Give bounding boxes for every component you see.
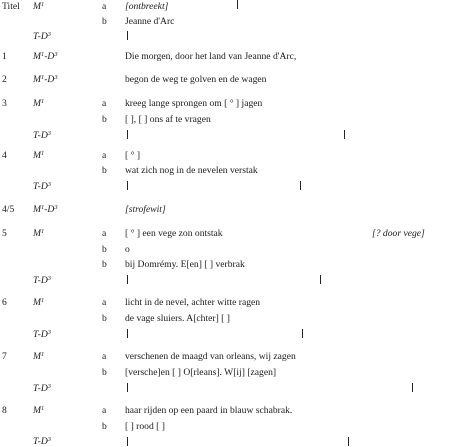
sigla-superscript: 1 <box>41 51 45 58</box>
sigla-superscript: 1 <box>41 98 45 105</box>
line-number: 5 <box>2 228 7 239</box>
variant-text: [ ° ] een vege zon ontstak <box>125 228 223 239</box>
witness-sigla <box>33 99 44 109</box>
witness-sigla <box>33 75 58 85</box>
sigla-letter: T-D <box>33 31 48 42</box>
editorial-note: [? door vege] <box>372 228 425 239</box>
sigla-superscript: 3 <box>54 51 58 58</box>
sigla-superscript: 1 <box>41 74 45 81</box>
variant-marker: a <box>102 297 107 308</box>
sigla-letter: M <box>33 98 41 109</box>
variant-text: o <box>125 244 130 255</box>
alignment-bar <box>300 181 301 190</box>
witness-sigla <box>33 182 51 192</box>
alignment-bar <box>127 275 128 284</box>
sigla-superscript: 3 <box>54 204 58 211</box>
variant-text: de vage sluiers. A[chter] [ ] <box>125 313 230 324</box>
sigla-letter: -D <box>44 204 55 215</box>
sigla-superscript: 1 <box>41 1 45 8</box>
variant-text: haar rijden op een paard in blauw schabrak. <box>125 405 293 416</box>
variant-marker: b <box>102 367 107 378</box>
sigla-superscript: 3 <box>54 74 58 81</box>
sigla-letter: M <box>33 204 41 215</box>
line-number: 1 <box>2 51 7 62</box>
witness-sigla <box>33 52 58 62</box>
variant-text: [versche]en [ ] O[rleans]. W[ij] [zagen] <box>125 367 277 378</box>
witness-sigla <box>33 384 51 394</box>
alignment-bar <box>302 329 303 338</box>
sigla-letter: T-D <box>33 383 48 394</box>
variant-marker: b <box>102 313 107 324</box>
variant-marker: b <box>102 259 107 270</box>
witness-sigla <box>33 352 44 362</box>
sigla-superscript: 3 <box>47 31 51 38</box>
sigla-letter: T-D <box>33 181 48 192</box>
sigla-letter: M <box>33 74 41 85</box>
witness-sigla <box>33 276 51 286</box>
witness-sigla <box>33 151 44 161</box>
alignment-bar <box>412 383 413 392</box>
variant-marker: a <box>102 150 107 161</box>
variant-text: [strofewit] <box>125 204 166 215</box>
variant-marker: a <box>102 228 107 239</box>
line-number: 8 <box>2 405 7 416</box>
sigla-superscript: 3 <box>47 383 51 390</box>
alignment-bar <box>127 383 128 392</box>
witness-sigla <box>33 406 44 416</box>
line-number: 2 <box>2 74 7 85</box>
variant-text: Die morgen, door het land van Jeanne d'Arc, <box>125 51 297 62</box>
variant-marker: a <box>102 405 107 416</box>
variant-text: [ ], [ ] ons af te vragen <box>125 114 211 125</box>
alignment-bar <box>127 437 128 446</box>
sigla-letter: M <box>33 51 41 62</box>
variant-marker: b <box>102 244 107 255</box>
sigla-letter: -D <box>44 51 55 62</box>
sigla-superscript: 1 <box>41 204 45 211</box>
sigla-letter: T-D <box>33 275 48 286</box>
sigla-letter: T-D <box>33 329 48 340</box>
sigla-superscript: 3 <box>47 436 51 443</box>
sigla-superscript: 1 <box>41 351 45 358</box>
variant-marker: a <box>102 351 107 362</box>
sigla-superscript: 1 <box>41 405 45 412</box>
sigla-letter: M <box>33 150 41 161</box>
sigla-superscript: 1 <box>41 297 45 304</box>
variant-text: bij Domrémy. E[en] [ ] verbrak <box>125 259 245 270</box>
line-number: 3 <box>2 98 7 109</box>
alignment-bar <box>348 437 349 446</box>
witness-sigla <box>33 330 51 340</box>
variant-text: kreeg lange sprongen om [ ° ] jagen <box>125 98 263 109</box>
variant-marker: a <box>102 1 107 12</box>
line-number: 6 <box>2 297 7 308</box>
sigla-letter: -D <box>44 74 55 85</box>
sigla-letter: T-D <box>33 130 48 141</box>
witness-sigla <box>33 298 44 308</box>
sigla-superscript: 1 <box>41 150 45 157</box>
variant-marker: b <box>102 421 107 432</box>
alignment-bar <box>127 181 128 190</box>
line-number: 4/5 <box>2 204 15 215</box>
sigla-letter: T-D <box>33 436 48 447</box>
line-number: 7 <box>2 351 7 362</box>
sigla-letter: M <box>33 228 41 239</box>
alignment-bar <box>127 130 128 139</box>
sigla-letter: M <box>33 351 41 362</box>
sigla-superscript: 3 <box>47 329 51 336</box>
line-number: 4 <box>2 150 7 161</box>
alignment-bar <box>127 329 128 338</box>
variant-marker: b <box>102 114 107 125</box>
witness-sigla <box>33 32 51 42</box>
alignment-bar <box>344 130 345 139</box>
variant-text: [ ] rood [ ] <box>125 421 165 432</box>
witness-sigla <box>33 205 58 215</box>
sigla-superscript: 1 <box>41 228 45 235</box>
variant-text: verschenen de maagd van orleans, wij zagen <box>125 351 296 362</box>
witness-sigla <box>33 229 44 239</box>
line-number: Titel <box>2 1 20 12</box>
witness-sigla <box>33 437 51 447</box>
variant-marker: b <box>102 165 107 176</box>
variant-marker: a <box>102 98 107 109</box>
sigla-superscript: 3 <box>47 130 51 137</box>
variant-text: begon de weg te golven en de wagen <box>125 74 267 85</box>
sigla-letter: M <box>33 405 41 416</box>
sigla-superscript: 3 <box>47 275 51 282</box>
variant-text: [ontbreekt] <box>125 1 169 12</box>
alignment-bar <box>320 275 321 284</box>
sigla-letter: M <box>33 297 41 308</box>
sigla-superscript: 3 <box>47 181 51 188</box>
variant-text: licht in de nevel, achter witte ragen <box>125 297 261 308</box>
variant-text: Jeanne d'Arc <box>125 16 175 27</box>
alignment-bar <box>127 31 128 40</box>
variant-marker: b <box>102 16 107 27</box>
variant-text: [ ° ] <box>125 150 141 161</box>
variant-text: wat zich nog in de nevelen verstak <box>125 165 258 176</box>
alignment-bar <box>237 0 238 9</box>
sigla-letter: M <box>33 1 41 12</box>
witness-sigla <box>33 131 51 141</box>
witness-sigla <box>33 2 44 12</box>
